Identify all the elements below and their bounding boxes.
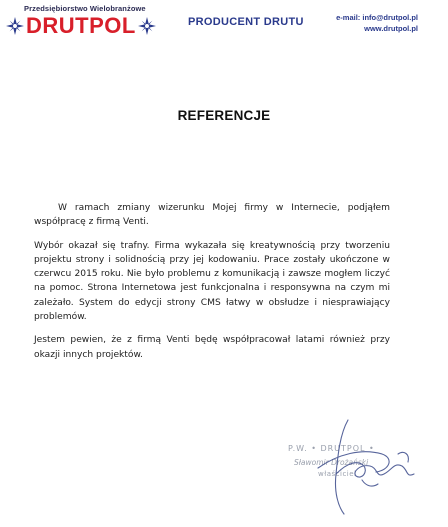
stamp-role-line: właściciel (318, 470, 357, 478)
paragraph-3: Jestem pewien, że z firmą Venti będę współpracował latami również przy okazji innych projektów. (34, 335, 390, 360)
company-logo (6, 13, 156, 39)
company-subtitle: Przedsiębiorstwo Wielobranżowe (24, 4, 146, 13)
website-text: www.drutpol.pl (364, 24, 418, 33)
document-title: REFERENCJE (177, 108, 271, 123)
letter-body (34, 201, 390, 371)
company-tagline: PRODUCENT DRUTU (188, 16, 304, 28)
handwritten-signature-icon (278, 414, 438, 522)
contact-info (336, 12, 418, 34)
letterhead (0, 0, 448, 50)
paragraph-1: W ramach zmiany wizerunku Mojej firmy w Internecie, podjąłem współpracę z firmą Venti. (34, 203, 390, 228)
company-stamp (278, 414, 438, 522)
stamp-company-line: P.W. • DRUTPOL • (288, 444, 375, 453)
brand-name: DRUTPOL (26, 13, 136, 38)
email-text: e-mail: info@drutpol.pl (336, 13, 418, 22)
stamp-name-line: Sławomir Drożański (294, 458, 369, 467)
compass-star-icon (138, 17, 156, 35)
compass-star-icon (6, 17, 24, 35)
paragraph-2: Wybór okazał się trafny. Firma wykazała się kreatywnością przy tworzeniu projektu strony i solidnością przy jej kodowaniu. Prace zostały ukończone w czerwcu 2015 roku. Nie było problemu z komunikacją i zawsze mogłem liczyć na pomoc. Strona Internetowa jest funkcjonalna i responsywna na czym mi zależało. System do edycji strony CMS łatwy w obsłudze i niesprawiający problemów. (34, 240, 390, 323)
